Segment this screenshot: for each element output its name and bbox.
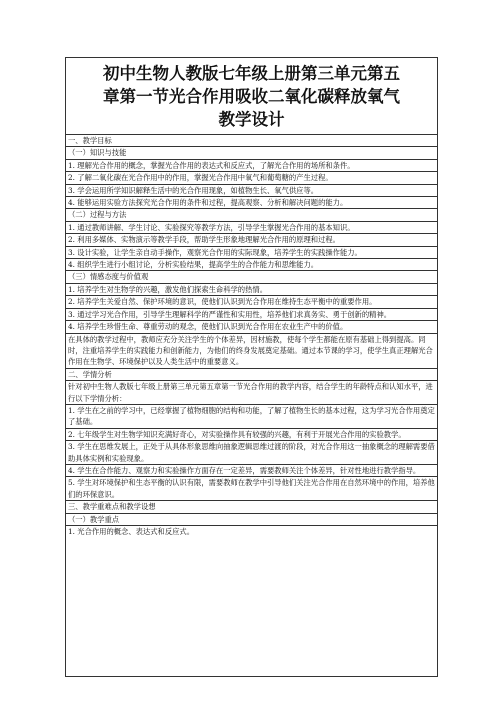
section-heading: 二、学情分析 [66,369,437,381]
list-item: 3. 学生在思维发展上，正处于从具体形象思维向抽象逻辑思维过渡的阶段，对光合作用这一抽象概念的理解需要借助具体实例和实验现象。 [66,441,437,465]
subsection-heading: （一）教学重点 [66,514,437,526]
document-frame [65,57,438,677]
list-item: 1. 理解光合作用的概念，掌握光合作用的表达式和反应式，了解光合作用的场所和条件。 [66,160,437,172]
list-item: 1. 光合作用的概念、表达式和反应式。 [68,527,195,536]
document-title [66,58,437,135]
list-item: 5. 学生对环境保护和生态平衡的认识有限，需要教师在教学中引导他们关注光合作用在自然环境中的作用，培养他们的环保意识。 [66,477,437,501]
list-item: 2. 七年级学生对生物学知识充满好奇心，对实验操作具有较强的兴趣，有利于开展光合作用的实验教学。 [66,429,437,441]
list-item: 2. 利用多媒体、实物演示等教学手段，帮助学生形象地理解光合作用的原理和过程。 [66,234,437,246]
list-item: 4. 能够运用实验方法探究光合作用的条件和过程，提高观察、分析和解决问题的能力。 [66,197,437,209]
paragraph: 在具体的教学过程中，教师应充分关注学生的个体差异，因材施教，使每个学生都能在原有基础上得到提高。同时，注重培养学生的实践能力和创新能力，为他们的终身发展奠定基础。通过本节课的学习，使学生真正理解光合作用在生物学、环境保护以及人类生活中的重要意义。 [66,334,437,369]
subsection-heading: （一）知识与技能 [66,147,437,159]
list-item: 1. 通过教师讲解、学生讨论、实验探究等教学方法，引导学生掌握光合作用的基本知识。 [66,222,437,234]
title-line: 章第一节光合作用吸收二氧化碳释放氧气 [103,87,400,106]
list-item: 4. 学生在合作能力、观察力和实验操作方面存在一定差异，需要教师关注个体差异，针对性地进行教学指导。 [66,465,437,477]
subsection-heading: （三）情感态度与价值观 [66,271,437,283]
section-heading: 三、教学重难点和教学设想 [66,501,437,513]
subsection-heading: （二）过程与方法 [66,209,437,221]
list-item: 2. 培养学生关爱自然、保护环境的意识，使他们认识到光合作用在维持生态平衡中的重要作用。 [66,296,437,308]
list-item: 3. 设计实验，让学生亲自动手操作，观察光合作用的实际现象，培养学生的实践操作能力。 [66,247,437,259]
list-item: 4. 培养学生珍惜生命、尊重劳动的观念，使他们认识到光合作用在农业生产中的价值。 [66,321,437,333]
title-line: 教学设计 [218,110,285,129]
title-line: 初中生物人教版七年级上册第三单元第五 [103,64,400,83]
list-item: 1. 学生在之前的学习中，已经掌握了植物细胞的结构和功能，了解了植物生长的基本过程，这为学习光合作用奠定了基础。 [66,405,437,429]
list-item: 2. 了解二氧化碳在光合作用中的作用，掌握光合作用中氧气和葡萄糖的产生过程。 [66,172,437,184]
list-item: 3. 通过学习光合作用，引导学生理解科学的严谨性和实用性，培养他们求真务实、勇于创新的精神。 [66,309,437,321]
paragraph: 针对初中生物人教版七年级上册第三单元第五章第一节光合作用的教学内容，结合学生的年龄特点和认知水平，进行以下学情分析： [66,381,437,405]
list-item: 1. 培养学生对生物学的兴趣，激发他们探索生命科学的热情。 [66,284,437,296]
list-item: 3. 学会运用所学知识解释生活中的光合作用现象，如植物生长、氧气供应等。 [66,185,437,197]
section-heading: 一、教学目标 [66,135,437,147]
list-item: 4. 组织学生进行小组讨论，分析实验结果，提高学生的合作能力和思维能力。 [66,259,437,271]
